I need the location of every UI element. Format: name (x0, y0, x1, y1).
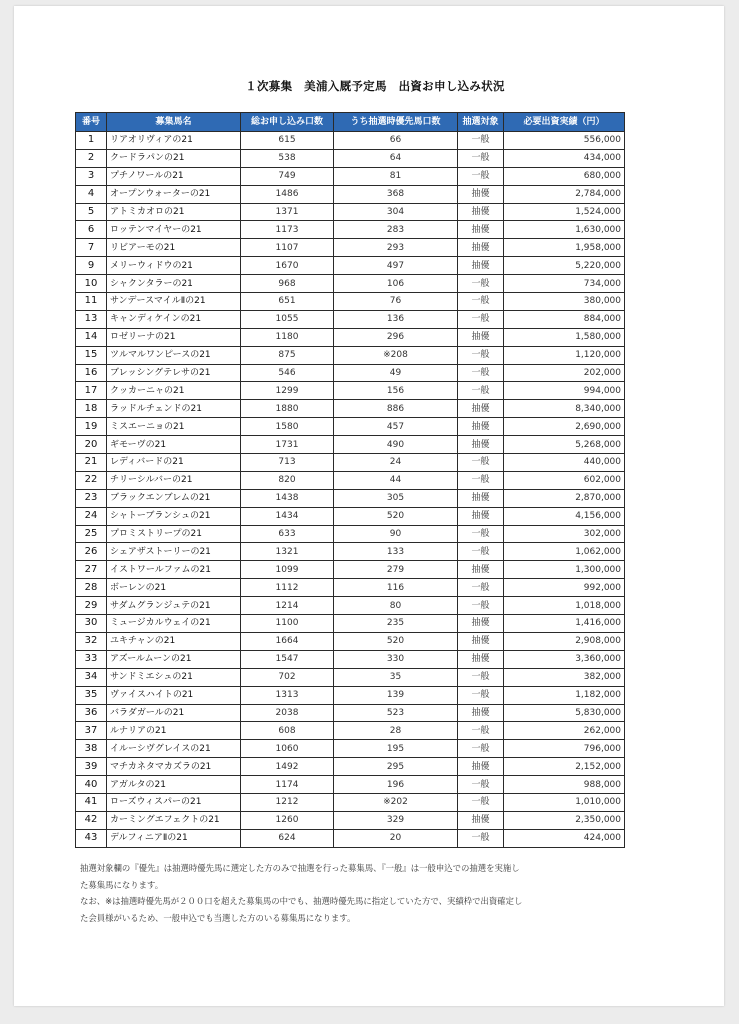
cell-total-units: 1260 (241, 811, 334, 829)
table-row (76, 167, 625, 185)
cell-priority-units: 304 (334, 203, 458, 221)
cell-lottery-type: 一般 (458, 454, 504, 472)
cell-lottery-type: 抽優 (458, 650, 504, 668)
cell-priority-units: 116 (334, 579, 458, 597)
cell-lottery-type: 一般 (458, 776, 504, 794)
header-horse-name: 募集馬名 (107, 113, 241, 132)
cell-lottery-type: 抽優 (458, 400, 504, 418)
cell-priority-units: 196 (334, 776, 458, 794)
cell-priority-units: 329 (334, 811, 458, 829)
cell-horse-name: デルフィニアⅡの21 (107, 829, 241, 847)
cell-lottery-type: 抽優 (458, 328, 504, 346)
cell-priority-units: 44 (334, 471, 458, 489)
cell-lottery-type: 一般 (458, 132, 504, 150)
cell-horse-name: オープンウォーターの21 (107, 185, 241, 203)
cell-required-amount: 1,580,000 (504, 328, 625, 346)
cell-required-amount: 1,958,000 (504, 239, 625, 257)
table-row (76, 418, 625, 436)
cell-priority-units: 156 (334, 382, 458, 400)
cell-number: 29 (76, 597, 107, 615)
cell-horse-name: ロッテンマイヤーの21 (107, 221, 241, 239)
cell-number: 20 (76, 436, 107, 454)
table-header-row (76, 113, 625, 132)
cell-total-units: 1486 (241, 185, 334, 203)
cell-horse-name: ボーレンの21 (107, 579, 241, 597)
cell-lottery-type: 抽優 (458, 418, 504, 436)
cell-horse-name: アトミカオロの21 (107, 203, 241, 221)
cell-required-amount: 2,350,000 (504, 811, 625, 829)
cell-horse-name: ローズウィスパーの21 (107, 793, 241, 811)
cell-number: 24 (76, 507, 107, 525)
cell-required-amount: 1,630,000 (504, 221, 625, 239)
table-row (76, 132, 625, 150)
cell-horse-name: シャクンタラーの21 (107, 275, 241, 293)
table-row (76, 793, 625, 811)
cell-horse-name: チリーシルバーの21 (107, 471, 241, 489)
cell-total-units: 651 (241, 293, 334, 311)
cell-lottery-type: 抽優 (458, 632, 504, 650)
cell-total-units: 546 (241, 364, 334, 382)
cell-lottery-type: 一般 (458, 149, 504, 167)
cell-priority-units: ※208 (334, 346, 458, 364)
cell-horse-name: イストワールファムの21 (107, 561, 241, 579)
cell-number: 42 (76, 811, 107, 829)
table-row (76, 668, 625, 686)
cell-lottery-type: 抽優 (458, 561, 504, 579)
cell-lottery-type: 抽優 (458, 489, 504, 507)
cell-horse-name: ミュージカルウェイの21 (107, 615, 241, 633)
cell-priority-units: 81 (334, 167, 458, 185)
cell-total-units: 1321 (241, 543, 334, 561)
header-number: 番号 (76, 113, 107, 132)
cell-total-units: 1112 (241, 579, 334, 597)
cell-required-amount: 2,690,000 (504, 418, 625, 436)
cell-required-amount: 556,000 (504, 132, 625, 150)
cell-number: 33 (76, 650, 107, 668)
table-row (76, 579, 625, 597)
cell-required-amount: 1,182,000 (504, 686, 625, 704)
cell-total-units: 875 (241, 346, 334, 364)
cell-required-amount: 434,000 (504, 149, 625, 167)
cell-number: 32 (76, 632, 107, 650)
cell-horse-name: リアオリヴィアの21 (107, 132, 241, 150)
cell-lottery-type: 一般 (458, 597, 504, 615)
cell-required-amount: 8,340,000 (504, 400, 625, 418)
cell-total-units: 1670 (241, 257, 334, 275)
cell-priority-units: 80 (334, 597, 458, 615)
cell-total-units: 1299 (241, 382, 334, 400)
cell-required-amount: 424,000 (504, 829, 625, 847)
header-total-units: 総お申し込み口数 (241, 113, 334, 132)
cell-number: 38 (76, 740, 107, 758)
cell-number: 40 (76, 776, 107, 794)
table-row (76, 525, 625, 543)
cell-lottery-type: 一般 (458, 310, 504, 328)
table-row (76, 811, 625, 829)
cell-priority-units: 90 (334, 525, 458, 543)
cell-total-units: 624 (241, 829, 334, 847)
cell-priority-units: 520 (334, 507, 458, 525)
cell-lottery-type: 一般 (458, 364, 504, 382)
table-row (76, 632, 625, 650)
table-row (76, 293, 625, 311)
cell-required-amount: 680,000 (504, 167, 625, 185)
table-row (76, 686, 625, 704)
cell-lottery-type: 一般 (458, 579, 504, 597)
cell-required-amount: 5,830,000 (504, 704, 625, 722)
cell-number: 23 (76, 489, 107, 507)
cell-number: 36 (76, 704, 107, 722)
cell-number: 11 (76, 293, 107, 311)
cell-priority-units: 28 (334, 722, 458, 740)
cell-number: 37 (76, 722, 107, 740)
cell-total-units: 1880 (241, 400, 334, 418)
table-row (76, 543, 625, 561)
cell-horse-name: カーミングエフェクトの21 (107, 811, 241, 829)
table-row (76, 275, 625, 293)
cell-priority-units: 295 (334, 758, 458, 776)
cell-priority-units: 133 (334, 543, 458, 561)
cell-number: 22 (76, 471, 107, 489)
cell-number: 43 (76, 829, 107, 847)
cell-priority-units: 457 (334, 418, 458, 436)
cell-number: 28 (76, 579, 107, 597)
page-title: １次募集 美浦入厩予定馬 出資お申し込み状況 (245, 79, 505, 93)
footnote-line: 抽選対象欄の『優先』は抽選時優先馬に選定した方のみで抽選を行った募集馬、『一般』は一般申込での抽選を実施し (80, 863, 520, 873)
cell-required-amount: 1,062,000 (504, 543, 625, 561)
cell-horse-name: ブレッシングテレサの21 (107, 364, 241, 382)
cell-lottery-type: 抽優 (458, 704, 504, 722)
cell-priority-units: 20 (334, 829, 458, 847)
cell-required-amount: 1,524,000 (504, 203, 625, 221)
cell-required-amount: 992,000 (504, 579, 625, 597)
cell-number: 4 (76, 185, 107, 203)
cell-horse-name: レディバードの21 (107, 454, 241, 472)
cell-lottery-type: 抽優 (458, 811, 504, 829)
table-row (76, 829, 625, 847)
cell-total-units: 1060 (241, 740, 334, 758)
cell-priority-units: 235 (334, 615, 458, 633)
cell-total-units: 1547 (241, 650, 334, 668)
cell-number: 34 (76, 668, 107, 686)
table-row (76, 310, 625, 328)
cell-horse-name: バラダガールの21 (107, 704, 241, 722)
cell-horse-name: プチノワールの21 (107, 167, 241, 185)
cell-horse-name: サダムグランジュテの21 (107, 597, 241, 615)
cell-horse-name: シェアザストーリーの21 (107, 543, 241, 561)
cell-horse-name: アズールムーンの21 (107, 650, 241, 668)
footnote-line: た会員様がいるため、一般申込でも当選した方のいる募集馬になります。 (80, 912, 356, 923)
cell-required-amount: 988,000 (504, 776, 625, 794)
table-row (76, 650, 625, 668)
cell-number: 10 (76, 275, 107, 293)
table-row (76, 400, 625, 418)
cell-horse-name: アガルタの21 (107, 776, 241, 794)
table-row (76, 221, 625, 239)
table-row (76, 436, 625, 454)
cell-required-amount: 5,268,000 (504, 436, 625, 454)
table-row (76, 597, 625, 615)
footnote-line: た募集馬になります。 (80, 879, 164, 890)
cell-number: 17 (76, 382, 107, 400)
cell-horse-name: マチカネタマカズラの21 (107, 758, 241, 776)
cell-required-amount: 2,908,000 (504, 632, 625, 650)
cell-total-units: 968 (241, 275, 334, 293)
cell-total-units: 608 (241, 722, 334, 740)
table-row (76, 364, 625, 382)
cell-priority-units: 24 (334, 454, 458, 472)
table-row (76, 776, 625, 794)
cell-lottery-type: 一般 (458, 793, 504, 811)
cell-required-amount: 796,000 (504, 740, 625, 758)
table-row (76, 239, 625, 257)
cell-required-amount: 202,000 (504, 364, 625, 382)
cell-required-amount: 1,416,000 (504, 615, 625, 633)
cell-total-units: 820 (241, 471, 334, 489)
cell-number: 13 (76, 310, 107, 328)
cell-total-units: 702 (241, 668, 334, 686)
cell-number: 16 (76, 364, 107, 382)
cell-lottery-type: 一般 (458, 471, 504, 489)
cell-required-amount: 4,156,000 (504, 507, 625, 525)
table-row (76, 257, 625, 275)
cell-total-units: 1664 (241, 632, 334, 650)
cell-lottery-type: 一般 (458, 543, 504, 561)
cell-priority-units: 49 (334, 364, 458, 382)
cell-required-amount: 2,152,000 (504, 758, 625, 776)
cell-required-amount: 602,000 (504, 471, 625, 489)
cell-number: 9 (76, 257, 107, 275)
cell-number: 41 (76, 793, 107, 811)
cell-total-units: 749 (241, 167, 334, 185)
cell-lottery-type: 一般 (458, 740, 504, 758)
cell-required-amount: 2,784,000 (504, 185, 625, 203)
cell-number: 39 (76, 758, 107, 776)
cell-total-units: 538 (241, 149, 334, 167)
footnotes (80, 860, 640, 926)
cell-total-units: 1434 (241, 507, 334, 525)
cell-lottery-type: 一般 (458, 293, 504, 311)
cell-priority-units: 106 (334, 275, 458, 293)
cell-priority-units: ※202 (334, 793, 458, 811)
cell-required-amount: 884,000 (504, 310, 625, 328)
cell-required-amount: 1,300,000 (504, 561, 625, 579)
cell-priority-units: 76 (334, 293, 458, 311)
cell-horse-name: ヴァイスハイトの21 (107, 686, 241, 704)
cell-required-amount: 1,018,000 (504, 597, 625, 615)
cell-required-amount: 440,000 (504, 454, 625, 472)
cell-number: 1 (76, 132, 107, 150)
cell-priority-units: 279 (334, 561, 458, 579)
cell-lottery-type: 抽優 (458, 239, 504, 257)
cell-lottery-type: 一般 (458, 167, 504, 185)
cell-total-units: 1313 (241, 686, 334, 704)
cell-total-units: 1731 (241, 436, 334, 454)
cell-total-units: 1055 (241, 310, 334, 328)
cell-lottery-type: 一般 (458, 829, 504, 847)
cell-horse-name: ギモーヴの21 (107, 436, 241, 454)
cell-total-units: 633 (241, 525, 334, 543)
cell-total-units: 1492 (241, 758, 334, 776)
cell-lottery-type: 一般 (458, 525, 504, 543)
cell-priority-units: 139 (334, 686, 458, 704)
cell-number: 6 (76, 221, 107, 239)
cell-priority-units: 368 (334, 185, 458, 203)
footnote-line: なお、※は抽選時優先馬が２００口を超えた募集馬の中でも、抽選時優先馬に指定していた方で、実績枠で出資確定し (80, 896, 523, 906)
cell-lottery-type: 抽優 (458, 257, 504, 275)
cell-required-amount: 3,360,000 (504, 650, 625, 668)
cell-required-amount: 382,000 (504, 668, 625, 686)
table-row (76, 489, 625, 507)
cell-priority-units: 497 (334, 257, 458, 275)
cell-lottery-type: 抽優 (458, 203, 504, 221)
header-required-amount: 必要出資実績（円） (504, 113, 625, 132)
cell-number: 15 (76, 346, 107, 364)
table-row (76, 149, 625, 167)
table-row (76, 346, 625, 364)
cell-priority-units: 195 (334, 740, 458, 758)
table-row (76, 328, 625, 346)
cell-horse-name: ミスエーニョの21 (107, 418, 241, 436)
cell-priority-units: 523 (334, 704, 458, 722)
cell-horse-name: シャトーブランシュの21 (107, 507, 241, 525)
cell-number: 19 (76, 418, 107, 436)
cell-horse-name: ユキチャンの21 (107, 632, 241, 650)
cell-required-amount: 5,220,000 (504, 257, 625, 275)
cell-number: 25 (76, 525, 107, 543)
cell-lottery-type: 一般 (458, 686, 504, 704)
cell-priority-units: 305 (334, 489, 458, 507)
table-body (76, 132, 625, 848)
cell-required-amount: 262,000 (504, 722, 625, 740)
cell-priority-units: 136 (334, 310, 458, 328)
cell-required-amount: 380,000 (504, 293, 625, 311)
cell-number: 2 (76, 149, 107, 167)
cell-horse-name: ルナリアの21 (107, 722, 241, 740)
table-row (76, 507, 625, 525)
cell-lottery-type: 抽優 (458, 436, 504, 454)
cell-required-amount: 302,000 (504, 525, 625, 543)
cell-total-units: 1214 (241, 597, 334, 615)
table-row (76, 471, 625, 489)
cell-total-units: 615 (241, 132, 334, 150)
cell-priority-units: 296 (334, 328, 458, 346)
cell-lottery-type: 抽優 (458, 615, 504, 633)
table-row (76, 454, 625, 472)
cell-horse-name: クッカーニャの21 (107, 382, 241, 400)
cell-total-units: 1100 (241, 615, 334, 633)
table-row (76, 203, 625, 221)
cell-total-units: 1174 (241, 776, 334, 794)
cell-priority-units: 66 (334, 132, 458, 150)
cell-number: 5 (76, 203, 107, 221)
cell-required-amount: 2,870,000 (504, 489, 625, 507)
cell-total-units: 2038 (241, 704, 334, 722)
cell-lottery-type: 一般 (458, 346, 504, 364)
cell-priority-units: 490 (334, 436, 458, 454)
table-row (76, 758, 625, 776)
cell-horse-name: サンドミエシュの21 (107, 668, 241, 686)
cell-horse-name: リビアーモの21 (107, 239, 241, 257)
cell-lottery-type: 一般 (458, 722, 504, 740)
cell-total-units: 1107 (241, 239, 334, 257)
cell-priority-units: 35 (334, 668, 458, 686)
cell-number: 18 (76, 400, 107, 418)
cell-total-units: 1180 (241, 328, 334, 346)
cell-number: 30 (76, 615, 107, 633)
cell-total-units: 713 (241, 454, 334, 472)
cell-priority-units: 283 (334, 221, 458, 239)
cell-priority-units: 886 (334, 400, 458, 418)
header-lottery-type: 抽選対象 (458, 113, 504, 132)
cell-required-amount: 1,010,000 (504, 793, 625, 811)
cell-horse-name: ロゼリーナの21 (107, 328, 241, 346)
cell-lottery-type: 抽優 (458, 221, 504, 239)
cell-required-amount: 1,120,000 (504, 346, 625, 364)
cell-lottery-type: 抽優 (458, 185, 504, 203)
cell-horse-name: キャンディケインの21 (107, 310, 241, 328)
cell-number: 21 (76, 454, 107, 472)
cell-total-units: 1438 (241, 489, 334, 507)
cell-lottery-type: 抽優 (458, 507, 504, 525)
cell-horse-name: プロミストリープの21 (107, 525, 241, 543)
cell-horse-name: ツルマルワンピースの21 (107, 346, 241, 364)
cell-total-units: 1580 (241, 418, 334, 436)
document-page (14, 6, 724, 1006)
cell-horse-name: ブラックエンブレムの21 (107, 489, 241, 507)
table-row (76, 740, 625, 758)
cell-required-amount: 994,000 (504, 382, 625, 400)
cell-horse-name: サンデースマイルⅡの21 (107, 293, 241, 311)
cell-lottery-type: 一般 (458, 275, 504, 293)
cell-number: 26 (76, 543, 107, 561)
cell-lottery-type: 抽優 (458, 758, 504, 776)
cell-priority-units: 330 (334, 650, 458, 668)
table-row (76, 722, 625, 740)
cell-priority-units: 520 (334, 632, 458, 650)
cell-number: 7 (76, 239, 107, 257)
cell-number: 3 (76, 167, 107, 185)
table-row (76, 615, 625, 633)
application-status-table (75, 112, 625, 848)
table-row (76, 185, 625, 203)
cell-number: 14 (76, 328, 107, 346)
cell-required-amount: 734,000 (504, 275, 625, 293)
table-row (76, 382, 625, 400)
cell-priority-units: 293 (334, 239, 458, 257)
cell-horse-name: イルーシヴグレイスの21 (107, 740, 241, 758)
table-row (76, 561, 625, 579)
cell-total-units: 1212 (241, 793, 334, 811)
table-row (76, 704, 625, 722)
cell-total-units: 1099 (241, 561, 334, 579)
cell-lottery-type: 一般 (458, 382, 504, 400)
cell-number: 27 (76, 561, 107, 579)
cell-lottery-type: 一般 (458, 668, 504, 686)
cell-priority-units: 64 (334, 149, 458, 167)
cell-horse-name: ラッドルチェンドの21 (107, 400, 241, 418)
cell-total-units: 1173 (241, 221, 334, 239)
header-priority-units: うち抽選時優先馬口数 (334, 113, 458, 132)
cell-horse-name: クードラパンの21 (107, 149, 241, 167)
cell-horse-name: メリーウィドウの21 (107, 257, 241, 275)
cell-total-units: 1371 (241, 203, 334, 221)
cell-number: 35 (76, 686, 107, 704)
